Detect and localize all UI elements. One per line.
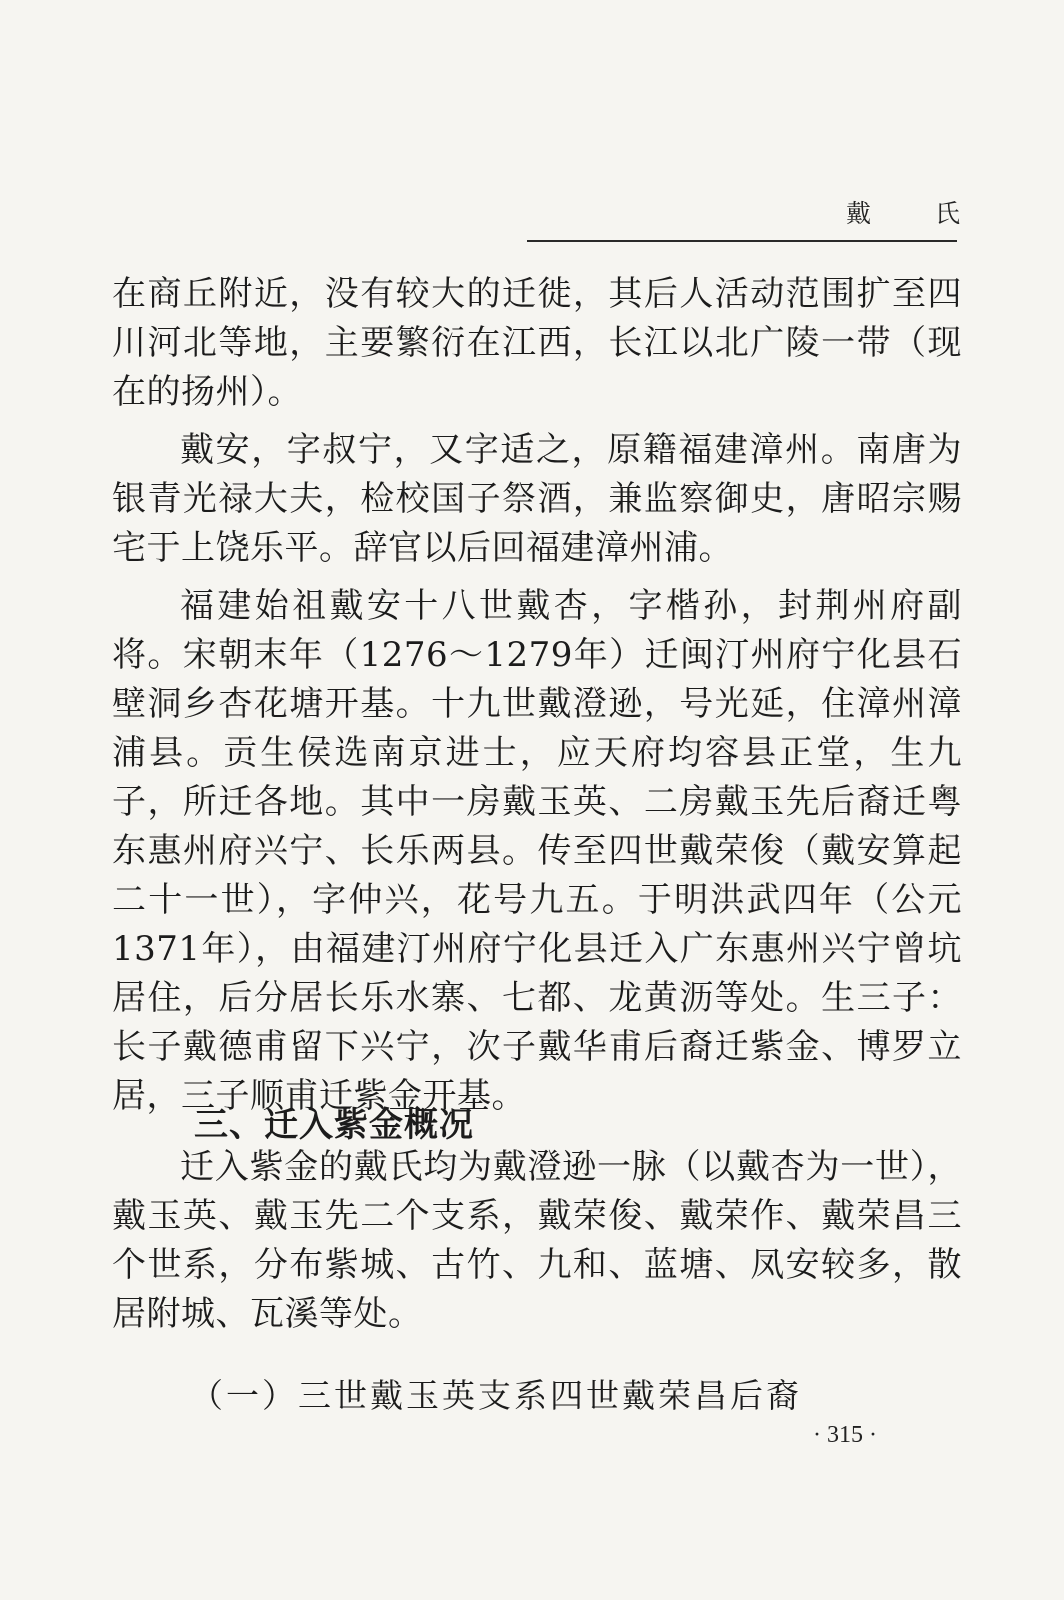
- paragraph: 迁入紫金的戴氏均为戴澄逊一脉（以戴杏为一世），戴玉英、戴玉先二个支系，戴荣俊、戴荣作、戴荣昌三个世系，分布紫城、古竹、九和、蓝塘、凤安较多，散居附城、瓦溪等处。: [112, 1147, 962, 1334]
- running-head: 戴 氏: [846, 199, 988, 228]
- page-number: · 315 ·: [813, 1422, 877, 1448]
- paragraph: 在商丘附近，没有较大的迁徙，其后人活动范围扩至四川河北等地，主要繁衍在江西，长江以北广陵一带（现在的扬州）。: [112, 274, 962, 412]
- paragraph: 戴安，字叔宁，又字适之，原籍福建漳州。南唐为银青光禄大夫，检校国子祭酒，兼监察御史，唐昭宗赐宅于上饶乐平。辞官以后回福建漳州浦。: [112, 430, 962, 568]
- sub-heading: （一）三世戴玉英支系四世戴荣昌后裔: [190, 1376, 802, 1415]
- body-text-upper: [112, 270, 962, 1130]
- paragraph: 福建始祖戴安十八世戴杏，字楷孙，封荆州府副将。宋朝末年（1276～1279年）迁闽汀州府宁化县石壁洞乡杏花塘开基。十九世戴澄逊，号光延，住漳州漳浦县。贡生侯选南京进士，应天府均容县正堂，生九子，所迁各地。其中一房戴玉英、二房戴玉先后裔迁粤东惠州府兴宁、长乐两县。传至四世戴荣俊（戴安算起二十一世），字仲兴，花号九五。于明洪武四年（公元1371年），由福建汀州府宁化县迁入广东惠州兴宁曾坑居住，后分居长乐水寨、七都、龙黄沥等处。生三子：长子戴德甫留下兴宁，次子戴华甫后裔迁紫金、博罗立居，三子顺甫迁紫金开基。: [112, 586, 962, 1116]
- body-text-lower: [112, 1143, 962, 1348]
- header-rule: [527, 240, 957, 242]
- section-heading: 三、迁入紫金概况: [194, 1105, 474, 1145]
